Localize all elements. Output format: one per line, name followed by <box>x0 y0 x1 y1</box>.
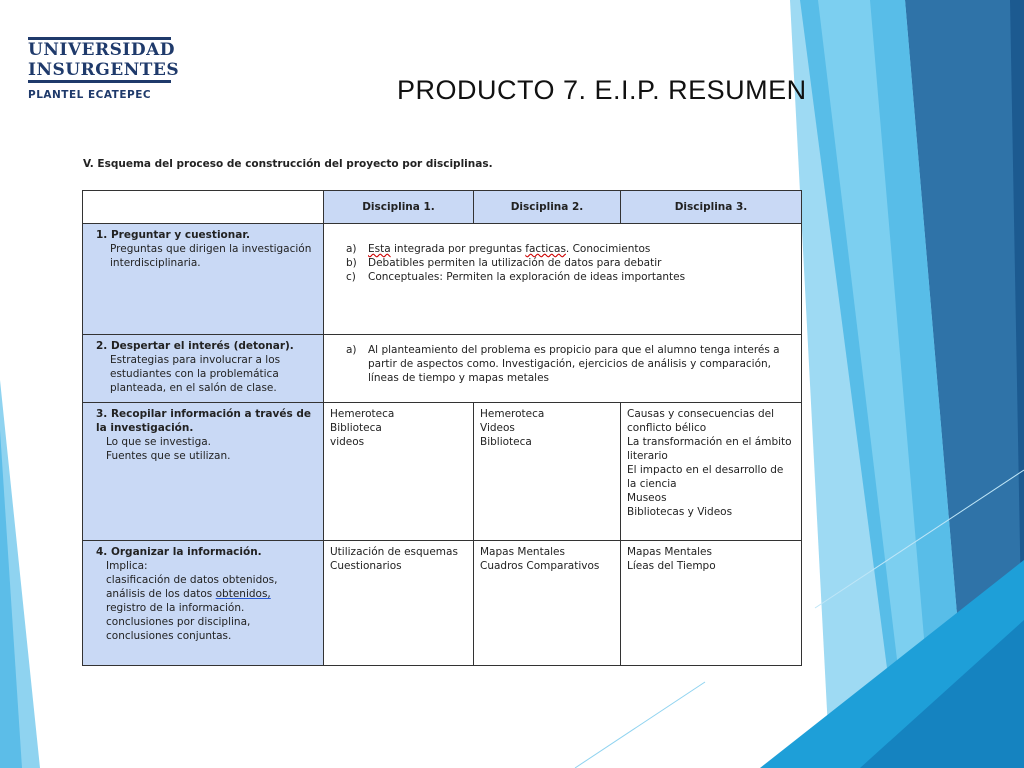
row-head-4 <box>83 541 324 666</box>
university-logo <box>28 37 180 101</box>
row4-line-2: análisis de los datos obtenidos, <box>106 588 271 600</box>
row2-desc: Estrategias para involucrar a los estudiantes con la problemática planteada, en el salón de clase. <box>110 354 281 394</box>
list-item: Videos <box>480 422 515 434</box>
row-head-2 <box>83 335 324 403</box>
list-item: Cuestionarios <box>330 560 402 572</box>
row4-line-5: conclusiones conjuntas. <box>106 630 232 642</box>
row3-disciplina-3 <box>621 403 802 541</box>
slide-title: PRODUCTO 7. E.I.P. RESUMEN <box>397 75 807 105</box>
list-item: Mapas Mentales <box>627 546 712 558</box>
logo-bottom-bar <box>28 80 171 83</box>
list-item: Utilización de esquemas <box>330 546 458 558</box>
row1-desc: Preguntas que dirigen la investigación interdisciplinaria. <box>110 243 312 269</box>
row4-line-3: registro de la información. <box>106 602 245 614</box>
row4-line-1: clasificación de datos obtenidos, <box>106 574 278 586</box>
logo-plantel: PLANTEL ECATEPEC <box>28 89 152 101</box>
logo-line-2: INSURGENTES <box>28 60 180 80</box>
list-item: Hemeroteca <box>330 408 395 420</box>
row2-content <box>324 335 802 403</box>
header-disciplina-3: Disciplina 3. <box>621 191 802 224</box>
table-header-row <box>83 191 802 224</box>
list-item: El impacto en el desarrollo de la ciencia <box>627 464 784 490</box>
list-item: Museos <box>627 492 667 504</box>
row4-line-4: conclusiones por disciplina, <box>106 616 251 628</box>
list-item: Causas y consecuencias del conflicto bélico <box>627 408 774 434</box>
row4-title: 4. Organizar la información. <box>96 546 262 558</box>
row3-desc-1: Lo que se investiga. <box>106 436 211 448</box>
row4-disciplina-1 <box>324 541 474 666</box>
row4-disciplina-2 <box>474 541 621 666</box>
row3-disciplina-2 <box>474 403 621 541</box>
row3-desc-2: Fuentes que se utilizan. <box>106 450 231 462</box>
row-head-1 <box>83 224 324 335</box>
list-item: videos <box>330 436 365 448</box>
row4-disciplina-3 <box>621 541 802 666</box>
row1-item-a: a) Esta integrada por preguntas facticas. Conocimientos <box>346 243 651 255</box>
row1-content <box>324 224 802 335</box>
row2-title: 2. Despertar el interés (detonar). <box>96 340 294 352</box>
table-row <box>83 335 802 403</box>
row1-item-c: c) Conceptuales: Permiten la exploración de ideas importantes <box>346 271 686 283</box>
list-item: Hemeroteca <box>480 408 545 420</box>
list-item: Cuadros Comparativos <box>480 560 600 572</box>
row3-title: 3. Recopilar información a través de la investigación. <box>96 408 311 434</box>
header-empty <box>83 191 324 224</box>
table-row <box>83 541 802 666</box>
row4-implica: Implica: <box>106 560 148 572</box>
list-item: Líeas del Tiempo <box>627 560 716 572</box>
header-disciplina-1: Disciplina 1. <box>324 191 474 224</box>
table-row <box>83 224 802 335</box>
row3-disciplina-1 <box>324 403 474 541</box>
document-heading: V. Esquema del proceso de construcción del proyecto por disciplinas. <box>83 158 493 170</box>
list-item: Biblioteca <box>480 436 532 448</box>
row1-title: 1. Preguntar y cuestionar. <box>96 229 250 241</box>
row2-item-a: a) Al planteamiento del problema es propicio para que el alumno tenga interés a partir de aspectos como. Investigación, ejercicios de análisis y comparación, líneas de tiempo y mapas metales <box>346 344 780 384</box>
row1-item-b: b) Debatibles permiten la utilización de datos para debatir <box>346 257 662 269</box>
header-disciplina-2: Disciplina 2. <box>474 191 621 224</box>
row-head-3 <box>83 403 324 541</box>
list-item: Biblioteca <box>330 422 382 434</box>
list-item: Mapas Mentales <box>480 546 565 558</box>
process-schema-table <box>82 190 802 666</box>
table-row <box>83 403 802 541</box>
logo-line-1: UNIVERSIDAD <box>28 40 175 60</box>
list-item: La transformación en el ámbito literario <box>627 436 792 462</box>
list-item: Bibliotecas y Videos <box>627 506 733 518</box>
